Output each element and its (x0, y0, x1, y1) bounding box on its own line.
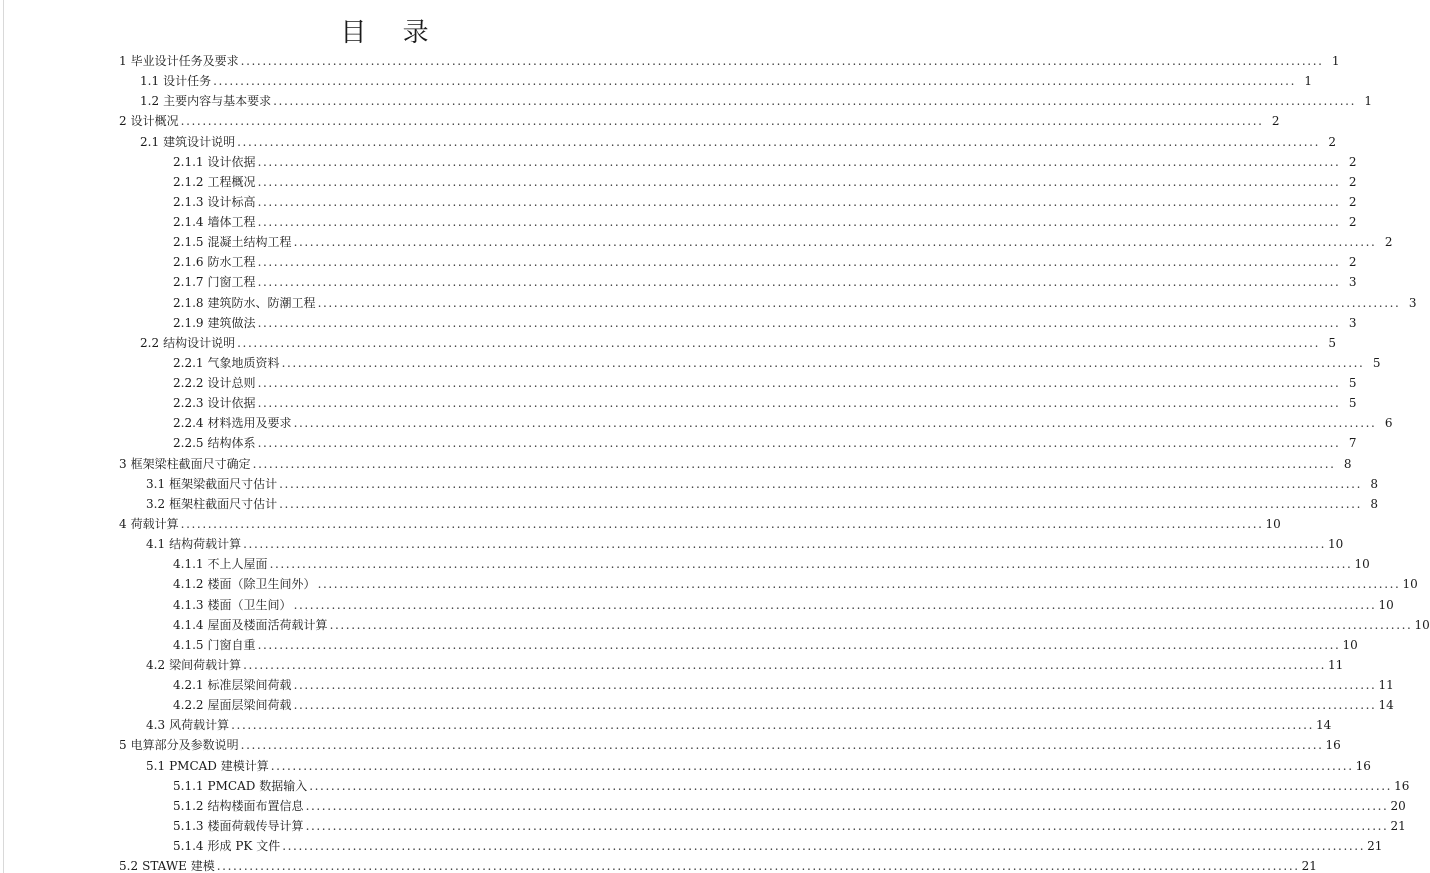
toc-entry-label: 结构体系 (207, 436, 256, 451)
toc-entry[interactable] (140, 68, 1312, 89)
toc-entry-page: 10 (1328, 537, 1344, 552)
toc-entry[interactable] (173, 370, 1357, 391)
toc-entry[interactable] (173, 430, 1357, 451)
toc-entry-label: 工程概况 (207, 174, 256, 189)
toc-entry-page: 5 (1372, 355, 1381, 370)
toc-entry-number: 3.1 (146, 476, 166, 491)
toc-leader-dots: ........................................................................................................................................................................................................ (257, 376, 1341, 391)
toc-entry-label: 设计总则 (207, 376, 256, 391)
toc-entry-page: 2 (1348, 255, 1357, 270)
toc-leader-dots: ........................................................................................................................................................................................................ (257, 154, 1341, 169)
toc-entry-number: 2.1.9 (173, 315, 204, 330)
toc-entry[interactable] (173, 149, 1357, 169)
toc-entry-number: 1 (119, 54, 127, 68)
toc-entry[interactable] (173, 390, 1357, 411)
toc-entry-label: 设计依据 (207, 154, 256, 169)
toc-entry-label: 楼面（除卫生间外） (207, 577, 316, 592)
toc-leader-dots: ........................................................................................................................................................................................................ (240, 738, 1324, 753)
toc-leader-dots: ........................................................................................................................................................................................................ (257, 436, 1341, 451)
toc-entry-number: 4.1.4 (173, 617, 204, 632)
toc-entry-label: 主要内容与基本要求 (163, 94, 272, 109)
toc-entry-label: 材料选用及要求 (207, 416, 292, 431)
toc-entry[interactable] (173, 169, 1357, 189)
toc-entry-number: 4.1 (146, 537, 166, 552)
toc-entry[interactable] (119, 48, 1340, 68)
toc-leader-dots: ........................................................................................................................................................................................................ (257, 275, 1341, 290)
toc-entry-label: 屋面层梁间荷载 (207, 698, 292, 713)
toc-entry-number: 4.1.2 (173, 577, 204, 592)
toc-leader-dots: ........................................................................................................................................................................................................ (282, 839, 1366, 854)
toc-leader-dots: ........................................................................................................................................................................................................ (216, 859, 1300, 873)
toc-entry-label: PMCAD 数据输入 (207, 778, 308, 793)
toc-entry-page: 10 (1402, 577, 1418, 592)
toc-entry[interactable] (173, 310, 1357, 330)
toc-leader-dots: ........................................................................................................................................................................................................ (257, 215, 1341, 230)
toc-leader-dots: ........................................................................................................................................................................................................ (281, 355, 1365, 370)
toc-leader-dots: ........................................................................................................................................................................................................ (317, 295, 1401, 310)
toc-entry-page: 3 (1348, 275, 1357, 290)
toc-entry-label: 形成 PK 文件 (207, 839, 281, 854)
toc-entry-number: 5.2 (119, 859, 139, 873)
toc-entry-number: 5.1.4 (173, 839, 204, 854)
toc-entry-number: 4 (119, 516, 127, 531)
toc-entry[interactable] (173, 592, 1394, 612)
toc-leader-dots: ........................................................................................................................................................................................................ (257, 637, 1341, 652)
toc-entry-label: 结构荷载计算 (169, 537, 242, 552)
toc-entry[interactable] (173, 209, 1357, 230)
toc-entry-number: 2.1.5 (173, 235, 204, 250)
toc-entry[interactable] (173, 632, 1358, 652)
toc-leader-dots: ........................................................................................................................................................................................................ (293, 597, 1377, 612)
toc-entry-number: 2.1.2 (173, 174, 204, 189)
toc-entry-label: 建筑防水、防潮工程 (207, 295, 316, 310)
toc-entry-label: 风荷载计算 (169, 718, 230, 733)
toc-entry-label: 门窗工程 (207, 275, 256, 290)
toc-entry-page: 21 (1390, 818, 1406, 833)
toc-leader-dots: ........................................................................................................................................................................................................ (257, 255, 1341, 270)
toc-entry[interactable] (119, 853, 1317, 873)
toc-entry-page: 21 (1367, 839, 1383, 854)
toc-entry-label: 荷载计算 (130, 516, 179, 531)
toc-entry-label: 屋面及楼面活荷载计算 (207, 617, 328, 632)
toc-entry-label: 标准层梁间荷载 (207, 678, 292, 693)
toc-leader-dots: ........................................................................................................................................................................................................ (279, 476, 1362, 491)
toc-entry-number: 4.2 (146, 657, 166, 672)
toc-entry-label: STAWE 建模 (142, 859, 215, 873)
toc-entry-page: 2 (1348, 194, 1357, 209)
toc-entry-label: 框架梁柱截面尺寸确定 (130, 456, 251, 471)
toc-entry-page: 16 (1355, 758, 1371, 773)
toc-entry-page: 2 (1271, 114, 1280, 129)
page-title: 目 录 (340, 18, 443, 48)
toc-leader-dots: ........................................................................................................................................................................................................ (180, 516, 1264, 531)
toc-entry-number: 2 (119, 114, 127, 129)
toc-entry-number: 2.2.4 (173, 416, 204, 431)
toc-entry[interactable] (140, 129, 1336, 149)
toc-leader-dots: ........................................................................................................................................................................................................ (252, 456, 1336, 471)
toc-entry-page: 7 (1348, 436, 1357, 451)
toc-entry-number: 2.1.7 (173, 275, 204, 290)
toc-leader-dots: ........................................................................................................................................................................................................ (257, 315, 1341, 330)
toc-entry[interactable] (119, 732, 1341, 753)
toc-entry[interactable] (146, 531, 1344, 552)
toc-entry-page: 5 (1348, 396, 1357, 411)
toc-entry-label: 防水工程 (207, 255, 256, 270)
toc-entry-label: 电算部分及参数说明 (130, 738, 239, 753)
toc-leader-dots: ........................................................................................................................................................................................................ (257, 194, 1341, 209)
toc-leader-dots: ........................................................................................................................................................................................................ (257, 396, 1341, 411)
toc-entry-number: 3.2 (146, 496, 166, 511)
toc-entry-label: 设计概况 (130, 114, 179, 129)
toc-entry-page: 2 (1348, 154, 1357, 169)
toc-entry-page: 8 (1343, 456, 1352, 471)
toc-entry-label: 混凝土结构工程 (207, 235, 292, 250)
toc-entry-number: 1.1 (140, 74, 160, 89)
toc-entry-label: 框架梁截面尺寸估计 (169, 476, 278, 491)
toc-entry-page: 14 (1378, 698, 1394, 713)
toc-entry-number: 5.1.2 (173, 798, 204, 813)
toc-entry-number: 4.2.1 (173, 678, 204, 693)
toc-entry-page: 6 (1384, 416, 1393, 431)
toc-entry-label: 梁间荷载计算 (169, 657, 242, 672)
toc-leader-dots: ........................................................................................................................................................................................................ (309, 778, 1393, 793)
toc-entry[interactable] (173, 249, 1357, 270)
toc-leader-dots: ........................................................................................................................................................................................................ (329, 617, 1413, 632)
toc-leader-dots: ........................................................................................................................................................................................................ (237, 134, 1320, 149)
toc-entry-page: 1 (1331, 54, 1340, 68)
toc-entry-page: 10 (1354, 557, 1370, 572)
toc-entry[interactable] (173, 813, 1406, 833)
toc-entry-number: 4.2.2 (173, 698, 204, 713)
toc-entry-label: 建筑做法 (207, 315, 256, 330)
toc-entry-page: 11 (1378, 678, 1394, 693)
toc-entry[interactable] (173, 229, 1393, 250)
toc-entry-page: 20 (1390, 798, 1406, 813)
toc-entry-number: 2.2.2 (173, 376, 204, 391)
toc-leader-dots: ........................................................................................................................................................................................................ (293, 235, 1377, 250)
toc-entry[interactable] (146, 652, 1344, 672)
toc-entry-page: 16 (1394, 778, 1410, 793)
toc-entry-page: 2 (1348, 174, 1357, 189)
toc-entry-label: 墙体工程 (207, 215, 256, 230)
toc-leader-dots: ........................................................................................................................................................................................................ (180, 114, 1264, 129)
toc-entry-label: 建筑设计说明 (163, 134, 236, 149)
toc-entry[interactable] (146, 491, 1378, 511)
toc-entry-number: 2.2 (140, 335, 160, 350)
toc-entry-page: 14 (1316, 718, 1332, 733)
toc-entry-number: 2.1.4 (173, 215, 204, 230)
toc-entry-number: 4.3 (146, 718, 166, 733)
toc-leader-dots: ........................................................................................................................................................................................................ (293, 678, 1377, 693)
toc-entry-label: 结构楼面布置信息 (207, 798, 304, 813)
toc-entry-number: 1.2 (140, 94, 160, 109)
toc-entry-number: 4.1.5 (173, 637, 204, 652)
toc-leader-dots: ........................................................................................................................................................................................................ (293, 416, 1377, 431)
toc-leader-dots: ........................................................................................................................................................................................................ (293, 698, 1377, 713)
toc-entry[interactable] (140, 330, 1336, 350)
toc-entry-number: 5.1.3 (173, 818, 204, 833)
toc-entry-page: 8 (1370, 496, 1378, 511)
toc-leader-dots: ........................................................................................................................................................................................................ (270, 758, 1354, 773)
toc-entry-page: 2 (1384, 235, 1393, 250)
toc-entry[interactable] (119, 511, 1281, 531)
toc-entry-page: 3 (1348, 315, 1357, 330)
toc-leader-dots: ........................................................................................................................................................................................................ (279, 496, 1362, 511)
toc-entry-number: 2.2.1 (173, 355, 204, 370)
toc-leader-dots: ........................................................................................................................................................................................................ (213, 74, 1296, 89)
toc-entry-label: 楼面（卫生间） (207, 597, 292, 612)
toc-entry-page: 10 (1342, 637, 1358, 652)
toc-leader-dots: ........................................................................................................................................................................................................ (243, 537, 1326, 552)
toc-entry-page: 11 (1328, 657, 1344, 672)
toc-entry-page: 16 (1325, 738, 1341, 753)
toc-entry[interactable] (173, 612, 1430, 632)
toc-entry[interactable] (146, 712, 1332, 733)
toc-entry[interactable] (119, 451, 1352, 471)
toc-entry-page: 2 (1348, 215, 1357, 230)
toc-entry[interactable] (173, 189, 1357, 209)
toc-entry-page: 2 (1328, 134, 1336, 149)
toc-leader-dots: ........................................................................................................................................................................................................ (273, 94, 1356, 109)
toc-entry[interactable] (173, 551, 1370, 572)
toc-entry[interactable] (173, 410, 1393, 431)
toc-entry-page: 10 (1265, 516, 1281, 531)
toc-entry[interactable] (173, 571, 1418, 592)
toc-entry-label: 门窗自重 (207, 637, 256, 652)
toc-entry[interactable] (173, 672, 1394, 693)
toc-entry[interactable] (119, 108, 1280, 129)
toc-entry-number: 2.1.1 (173, 154, 204, 169)
toc-leader-dots: ........................................................................................................................................................................................................ (237, 335, 1320, 350)
toc-leader-dots: ........................................................................................................................................................................................................ (240, 54, 1324, 68)
toc-entry-label: 设计任务 (163, 74, 212, 89)
toc-entry-label: 不上人屋面 (207, 557, 268, 572)
toc-leader-dots: ........................................................................................................................................................................................................ (243, 657, 1326, 672)
toc-entry-number: 2.1.8 (173, 295, 204, 310)
toc-entry-number: 5 (119, 738, 127, 753)
toc-entry-page: 10 (1414, 617, 1430, 632)
toc-entry-page: 5 (1348, 376, 1357, 391)
toc-entry-number: 3 (119, 456, 127, 471)
toc-entry[interactable] (173, 773, 1410, 793)
toc-entry-label: PMCAD 建模计算 (169, 758, 269, 773)
toc-entry-number: 4.1.3 (173, 597, 204, 612)
toc-leader-dots: ........................................................................................................................................................................................................ (231, 718, 1314, 733)
toc-entry-label: 楼面荷载传导计算 (207, 818, 304, 833)
toc-entry-label: 气象地质资料 (207, 355, 280, 370)
toc-entry-number: 5.1.1 (173, 778, 204, 793)
toc-entry[interactable] (173, 290, 1417, 310)
toc-entry-page: 21 (1301, 859, 1317, 873)
toc-entry-label: 设计依据 (207, 396, 256, 411)
toc-leader-dots: ........................................................................................................................................................................................................ (305, 818, 1389, 833)
toc-entry[interactable] (173, 350, 1381, 370)
toc-entry[interactable] (173, 793, 1406, 813)
toc-entry[interactable] (173, 833, 1383, 854)
toc-entry-label: 设计标高 (207, 194, 256, 209)
toc-leader-dots: ........................................................................................................................................................................................................ (257, 174, 1341, 189)
toc-leader-dots: ........................................................................................................................................................................................................ (305, 798, 1389, 813)
toc-entry-label: 毕业设计任务及要求 (130, 54, 239, 68)
toc-entry[interactable] (140, 88, 1372, 109)
toc-entry-page: 3 (1408, 295, 1417, 310)
toc-entry[interactable] (146, 753, 1371, 773)
toc-entry-page: 5 (1328, 335, 1336, 350)
page-edge-rule (3, 0, 4, 873)
toc-entry-page: 8 (1370, 476, 1378, 491)
toc-entry-page: 10 (1378, 597, 1394, 612)
toc-entry-label: 框架柱截面尺寸估计 (169, 496, 278, 511)
toc-entry-number: 2.2.5 (173, 436, 204, 451)
toc-entry[interactable] (173, 692, 1394, 713)
toc-entry-page: 1 (1304, 74, 1312, 89)
toc-entry[interactable] (173, 269, 1357, 290)
toc-entry-number: 2.1.3 (173, 194, 204, 209)
toc-entry-number: 2.1.6 (173, 255, 204, 270)
toc-entry-label: 结构设计说明 (163, 335, 236, 350)
toc-entry-number: 5.1 (146, 758, 166, 773)
toc-entry[interactable] (146, 471, 1378, 491)
toc-entry-number: 2.1 (140, 134, 160, 149)
toc-entry-page: 1 (1364, 94, 1372, 109)
toc-leader-dots: ........................................................................................................................................................................................................ (317, 577, 1401, 592)
toc-entry-number: 2.2.3 (173, 396, 204, 411)
toc-entry-number: 4.1.1 (173, 557, 204, 572)
toc-leader-dots: ........................................................................................................................................................................................................ (269, 557, 1353, 572)
